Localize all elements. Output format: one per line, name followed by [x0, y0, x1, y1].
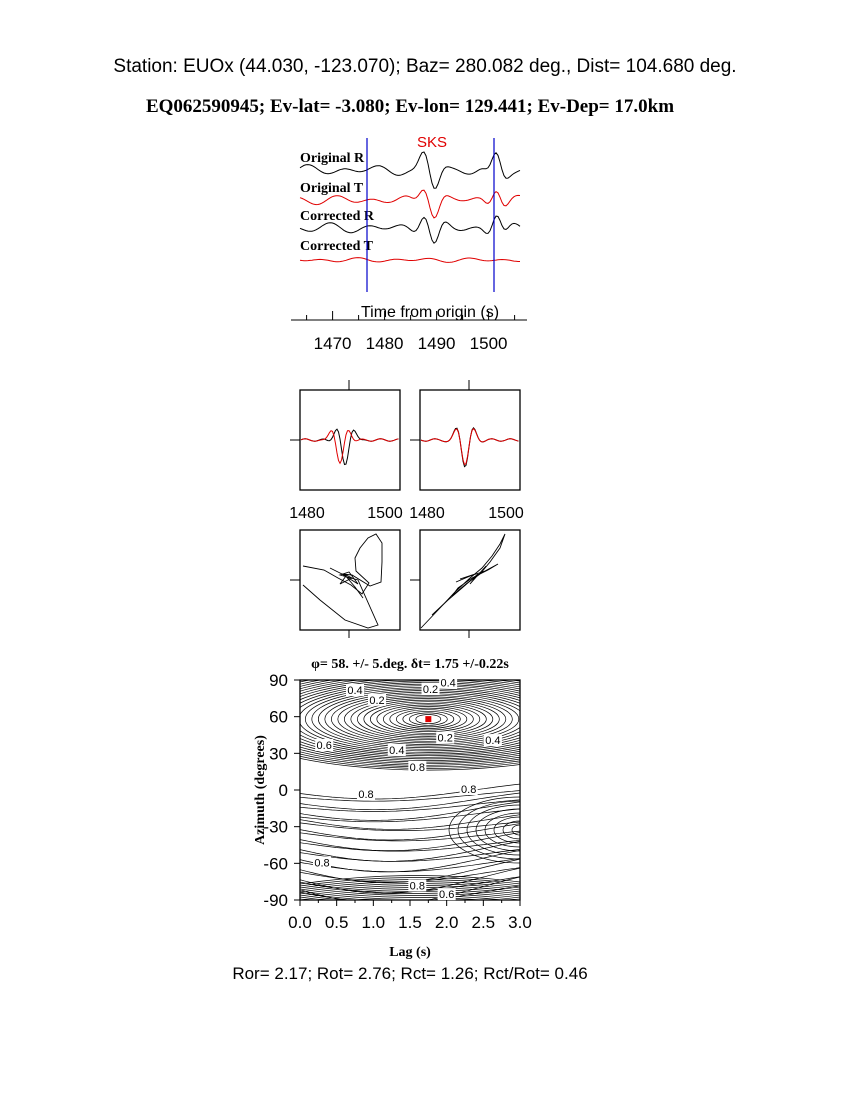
y-tick-label: 0 [278, 781, 288, 800]
particle-motion-before [290, 530, 400, 638]
contour-label: 0.8 [409, 880, 425, 893]
zoom-traces-right [421, 428, 519, 467]
contour-label: 0.4 [440, 677, 456, 690]
x-tick-label: 1.5 [398, 913, 422, 932]
y-tick-label: 30 [269, 744, 288, 764]
event-info-line: EQ062590945; Ev-lat= -3.080; Ev-lon= 129.441; Ev-Dep= 17.0km [145, 96, 675, 117]
contour-label: 0.8 [358, 788, 374, 801]
x-tick-label: 0.0 [288, 913, 312, 932]
zoom-right-tick-1500: 1500 [488, 505, 524, 522]
contour-label: 0.6 [316, 740, 332, 752]
zoom-left-tick-1500: 1500 [367, 505, 403, 522]
y-tick-label: -60 [263, 854, 288, 874]
time-tick-label: 1480 [365, 334, 404, 353]
trace-label-original-t: Original T [300, 181, 364, 196]
trace-label-original-r: Original R [300, 151, 365, 166]
energy-contour-chart [227, 657, 629, 960]
contour-label: 0.2 [422, 683, 439, 696]
best-fit-point [425, 716, 431, 722]
zoom-right-tick-1480: 1480 [409, 505, 445, 522]
contour-label: 0.8 [409, 762, 425, 774]
contour-label: 0.8 [461, 784, 477, 796]
zoom-traces-left [301, 429, 399, 464]
x-tick-label: 1.0 [361, 913, 386, 932]
ratio-summary: Ror= 2.17; Rot= 2.76; Rct= 1.26; Rct/Rot= 0.46 [232, 964, 588, 983]
contour-label: 0.4 [347, 685, 363, 697]
trace-label-corrected-r: Corrected R [300, 209, 374, 224]
trace-corrected-t [300, 258, 520, 263]
station-info-line: Station: EUOx (44.030, -123.070); Baz= 280.082 deg., Dist= 104.680 deg. [113, 56, 737, 77]
contour-label: 0.6 [439, 889, 455, 902]
x-tick-label: 2.0 [434, 913, 459, 932]
time-tick-label: 1490 [417, 334, 456, 353]
zoom-trace-transverse [421, 429, 519, 465]
time-axis-label: Time from origin (s) [360, 304, 500, 321]
y-axis-label: Azimuth (degrees) [253, 735, 268, 845]
contour-label: 0.2 [369, 694, 385, 707]
x-tick-label: 3.0 [508, 913, 532, 932]
zoom-trace-transverse [301, 431, 399, 464]
zoom-trace-radial [301, 429, 399, 464]
trace-label-corrected-t: Corrected T [300, 239, 373, 254]
zoom-panel-right [409, 380, 524, 522]
y-tick-label: 60 [269, 707, 288, 727]
x-axis-label: Lag (s) [389, 945, 431, 960]
chart-title: φ= 58. +/- 5.deg. δt= 1.75 +/-0.22s [311, 657, 509, 672]
y-tick-label: -30 [263, 817, 288, 837]
contour-label: 0.4 [485, 735, 501, 748]
contour-label: 0.8 [314, 857, 330, 870]
contour-label: 0.4 [389, 744, 405, 757]
x-tick-label: 0.5 [324, 913, 349, 932]
y-tick-label: 90 [269, 671, 288, 690]
contour-label: 0.2 [437, 732, 453, 745]
time-tick-label: 1470 [313, 334, 352, 353]
phase-label: SKS [416, 134, 448, 151]
zoom-trace-radial [421, 428, 519, 467]
particle-motion-after [410, 530, 520, 638]
seismogram-panel [291, 134, 527, 353]
x-tick-label: 2.5 [471, 913, 496, 932]
time-tick-label: 1500 [469, 334, 508, 353]
y-tick-label: -90 [263, 891, 288, 910]
zoom-left-tick-1480: 1480 [289, 505, 325, 522]
best-fit-marker [425, 716, 431, 722]
zoom-panel-left [289, 380, 403, 522]
